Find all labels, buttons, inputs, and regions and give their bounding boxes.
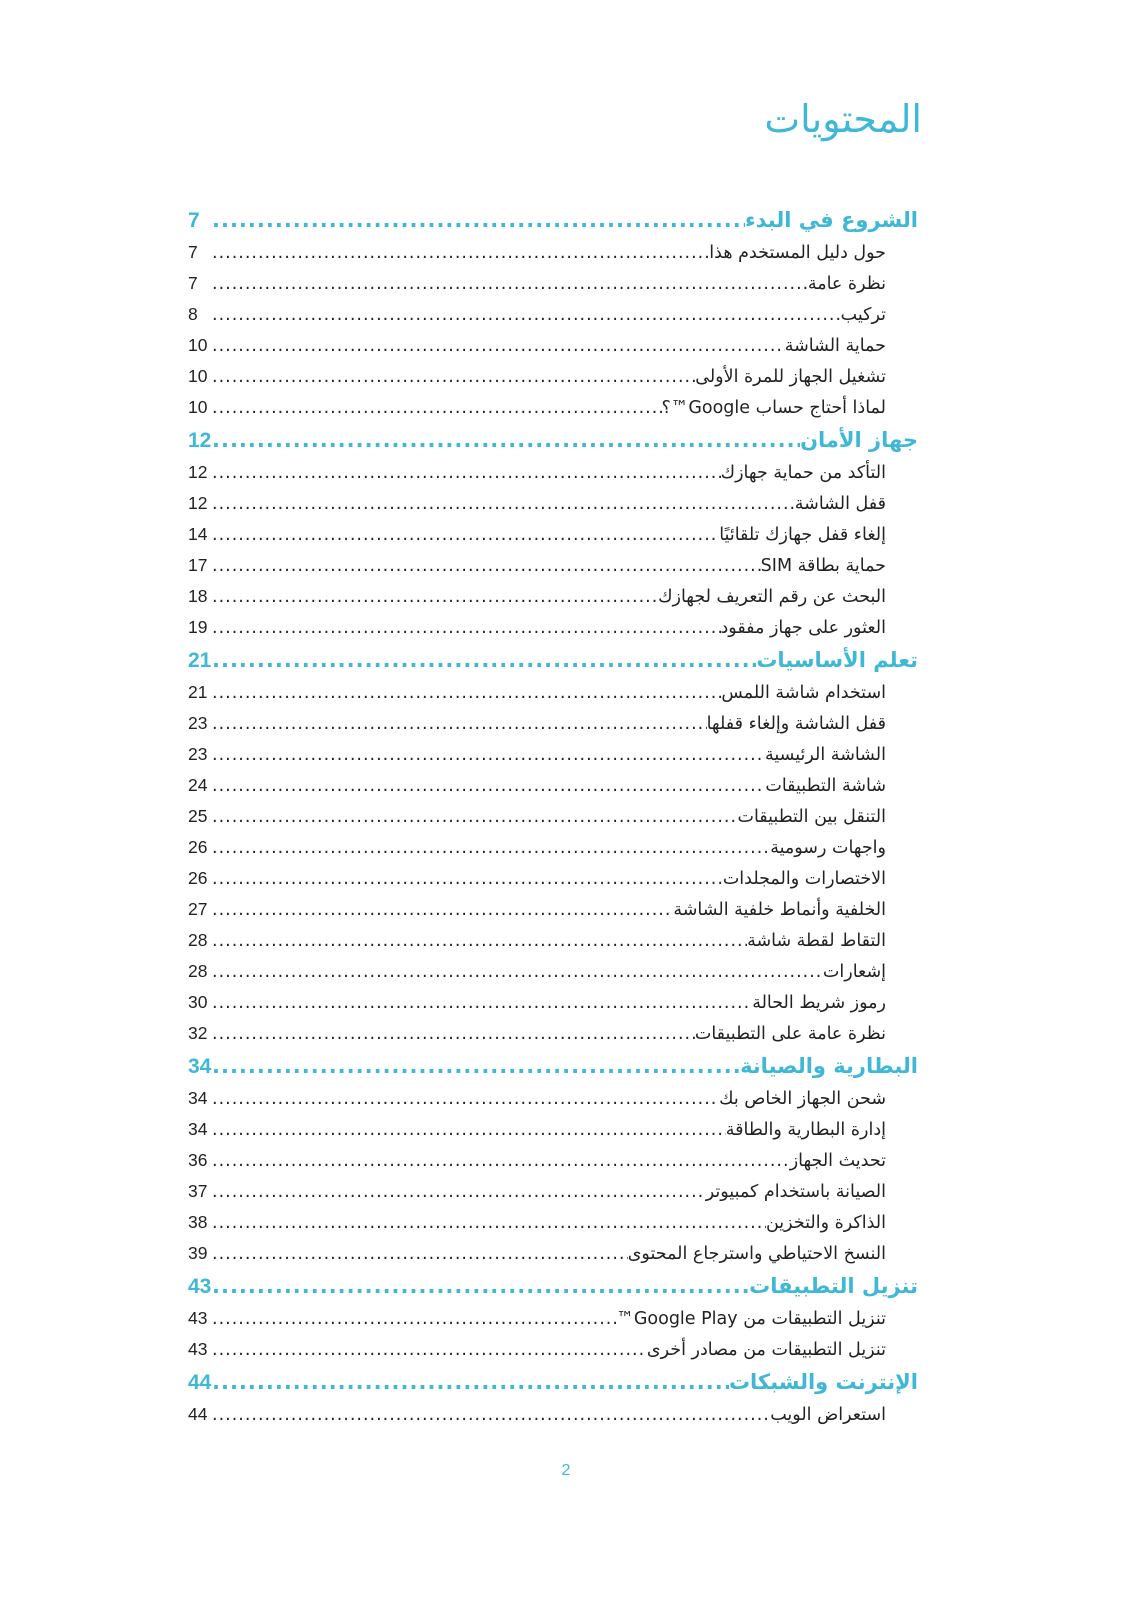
page-number: 2	[561, 1462, 571, 1479]
toc-entry-title: نظرة عامة	[807, 274, 886, 294]
toc-leader-dots	[212, 957, 823, 987]
toc-leader-dots	[212, 988, 752, 1018]
toc-entry-title: حول دليل المستخدم هذا	[709, 243, 886, 263]
toc-entry-title: تنزيل التطبيقات من مصادر أخرى	[646, 1340, 886, 1360]
toc-entry[interactable]	[188, 330, 918, 361]
toc-entry[interactable]	[188, 677, 918, 708]
toc-entry-title: الذاكرة والتخزين	[765, 1213, 886, 1233]
toc-section-title: الشروع في البدء	[744, 208, 918, 232]
toc-leader-dots	[212, 393, 662, 423]
toc-leader-dots	[212, 582, 658, 612]
toc-entry[interactable]	[188, 832, 918, 863]
toc-entry-title: إدارة البطارية والطاقة	[725, 1120, 886, 1140]
toc-section-heading[interactable]	[188, 1049, 918, 1083]
toc-leader-dots	[212, 1304, 616, 1334]
toc-section-page: 7	[188, 209, 200, 232]
toc-leader-dots	[212, 643, 756, 677]
toc-entry-page: 26	[188, 837, 208, 857]
toc-entry[interactable]	[188, 1018, 918, 1049]
toc-leader-dots	[212, 423, 800, 457]
toc-section-title: تنزيل التطبيقات	[749, 1274, 918, 1298]
toc-entry-title: تحديث الجهاز	[789, 1151, 886, 1171]
toc-entry-title: تنزيل التطبيقات من Google Play™	[616, 1309, 886, 1329]
toc-section-page: 34	[188, 1055, 212, 1078]
toc-leader-dots	[212, 1146, 790, 1176]
toc-entry-title: واجهات رسومية	[770, 838, 886, 858]
toc-entry-title: رموز شريط الحالة	[752, 993, 886, 1013]
toc-leader-dots	[212, 331, 785, 361]
toc-entry-title: البحث عن رقم التعريف لجهازك	[658, 587, 886, 607]
toc-entry-page: 23	[188, 713, 208, 733]
toc-entry-page: 10	[188, 335, 208, 355]
toc-entry-page: 28	[188, 930, 208, 950]
toc-entry[interactable]	[188, 863, 918, 894]
toc-leader-dots	[212, 1019, 695, 1049]
toc-entry-page: 12	[188, 462, 208, 482]
toc-entry-page: 10	[188, 397, 208, 417]
toc-entry[interactable]	[188, 581, 918, 612]
toc-entry-page: 32	[188, 1023, 208, 1043]
toc-entry-title: تركيب	[840, 305, 886, 325]
toc-entry-title: الاختصارات والمجلدات	[722, 869, 886, 889]
toc-leader-dots	[212, 613, 721, 643]
toc-entry-title: العثور على جهاز مفقود	[720, 618, 886, 638]
toc-entry-title: التأكد من حماية جهازك	[720, 463, 886, 483]
toc-section-heading[interactable]	[188, 1365, 918, 1399]
toc-entry[interactable]	[188, 1303, 918, 1334]
toc-entry-page: 8	[188, 304, 198, 324]
toc-leader-dots	[212, 1177, 706, 1207]
toc-entry[interactable]	[188, 550, 918, 581]
toc-leader-dots	[212, 300, 841, 330]
toc-entry[interactable]	[188, 1238, 918, 1269]
toc-entry[interactable]	[188, 612, 918, 643]
toc-entry-title: التقاط لقطة شاشة	[747, 931, 886, 951]
toc-leader-dots	[212, 1335, 647, 1365]
toc-leader-dots	[212, 802, 737, 832]
toc-entry[interactable]	[188, 237, 918, 268]
toc-entry-title: استعراض الويب	[770, 1405, 886, 1425]
toc-leader-dots	[212, 1365, 729, 1399]
toc-entry-title: الخلفية وأنماط خلفية الشاشة	[673, 900, 886, 920]
toc-entry[interactable]	[188, 268, 918, 299]
toc-section-page: 44	[188, 1371, 212, 1394]
toc-entry-title: لماذا أحتاج حساب Google™؟	[661, 398, 886, 418]
toc-entry-title: نظرة عامة على التطبيقات	[694, 1024, 886, 1044]
toc-entry-page: 38	[188, 1212, 208, 1232]
toc-section-title: جهاز الأمان	[800, 428, 918, 452]
toc-entry-page: 12	[188, 493, 208, 513]
toc-entry-page: 37	[188, 1181, 208, 1201]
toc-entry-title: حماية الشاشة	[784, 336, 886, 356]
toc-leader-dots	[212, 551, 761, 581]
toc-entry-page: 18	[188, 586, 208, 606]
toc-entry-page: 24	[188, 775, 208, 795]
toc-leader-dots	[212, 1084, 719, 1114]
toc-entry-page: 26	[188, 868, 208, 888]
toc-entry[interactable]	[188, 1334, 918, 1365]
toc-leader-dots	[212, 1115, 726, 1145]
toc-entry-title: النسخ الاحتياطي واسترجاع المحتوى	[627, 1244, 886, 1264]
toc-leader-dots	[212, 1269, 749, 1303]
toc-entry-page: 17	[188, 555, 208, 575]
toc-entry[interactable]	[188, 1176, 918, 1207]
toc-entry-page: 19	[188, 617, 208, 637]
toc-entry-page: 44	[188, 1404, 208, 1424]
toc-entry[interactable]	[188, 925, 918, 956]
toc-section-heading[interactable]	[188, 643, 918, 677]
toc-entry-page: 39	[188, 1243, 208, 1263]
toc-entry[interactable]	[188, 801, 918, 832]
toc-entry-page: 34	[188, 1119, 208, 1139]
toc-leader-dots	[212, 1049, 740, 1083]
toc-entry-page: 28	[188, 961, 208, 981]
toc-leader-dots	[212, 926, 747, 956]
toc-section-title: الإنترنت والشبكات	[728, 1370, 918, 1394]
toc-section-title: تعلم الأساسيات	[756, 648, 918, 672]
toc-entry-page: 14	[188, 524, 208, 544]
toc-section-page: 21	[188, 649, 212, 672]
toc-section-heading[interactable]	[188, 203, 918, 237]
toc-entry[interactable]	[188, 987, 918, 1018]
toc-leader-dots	[212, 1400, 770, 1430]
toc-entry-page: 34	[188, 1088, 208, 1108]
toc-entry-page: 21	[188, 682, 208, 702]
toc-entry-page: 10	[188, 366, 208, 386]
toc-entry[interactable]	[188, 519, 918, 550]
toc-entry-title: استخدام شاشة اللمس	[721, 683, 886, 703]
toc-leader-dots	[212, 895, 673, 925]
toc-section-heading[interactable]	[188, 1269, 918, 1303]
toc-leader-dots	[212, 864, 723, 894]
toc-leader-dots	[212, 678, 721, 708]
toc-section-page: 12	[188, 429, 212, 452]
toc-leader-dots	[212, 740, 765, 770]
toc-entry[interactable]	[188, 894, 918, 925]
toc-entry-title: إشعارات	[822, 962, 886, 982]
toc-section-heading[interactable]	[188, 423, 918, 457]
toc-entry-page: 23	[188, 744, 208, 764]
toc-entry-title: التنقل بين التطبيقات	[737, 807, 886, 827]
toc-entry-page: 36	[188, 1150, 208, 1170]
toc-entry[interactable]	[188, 299, 918, 330]
toc-leader-dots	[212, 203, 745, 237]
toc-entry[interactable]	[188, 457, 918, 488]
toc-leader-dots	[212, 269, 808, 299]
toc-entry-title: إلغاء قفل جهازك تلقائيًا	[719, 525, 886, 545]
toc-entry-title: الصيانة باستخدام كمبيوتر	[705, 1182, 886, 1202]
toc-entry[interactable]	[188, 708, 918, 739]
page-title: المحتويات	[764, 97, 922, 141]
toc-entry-page: 7	[188, 273, 198, 293]
toc-leader-dots	[212, 1239, 628, 1269]
toc-section-title: البطارية والصيانة	[740, 1054, 918, 1078]
toc-entry-page: 43	[188, 1339, 208, 1359]
toc-entry-title: شاشة التطبيقات	[765, 776, 886, 796]
toc-entry-title: الشاشة الرئيسية	[764, 745, 886, 765]
toc-entry-title: شحن الجهاز الخاص بك	[719, 1089, 886, 1109]
toc-leader-dots	[212, 458, 721, 488]
toc-leader-dots	[212, 520, 719, 550]
toc-leader-dots	[212, 489, 795, 519]
toc-entry[interactable]	[188, 739, 918, 770]
toc-leader-dots	[212, 771, 765, 801]
toc-entry[interactable]	[188, 1114, 918, 1145]
toc-entry[interactable]	[188, 1083, 918, 1114]
toc-entry[interactable]	[188, 770, 918, 801]
toc-entry-page: 7	[188, 242, 198, 262]
toc-entry-title: حماية بطاقة SIM	[760, 556, 886, 576]
toc-leader-dots	[212, 1208, 766, 1238]
toc-entry-title: تشغيل الجهاز للمرة الأولى	[695, 367, 886, 387]
toc-entry-title: قفل الشاشة	[794, 494, 886, 514]
toc-leader-dots	[212, 833, 770, 863]
toc-entry-page: 30	[188, 992, 208, 1012]
toc-entry-title: قفل الشاشة وإلغاء قفلها	[706, 714, 886, 734]
table-of-contents	[188, 203, 918, 1430]
toc-entry[interactable]	[188, 392, 918, 423]
toc-leader-dots	[212, 238, 709, 268]
toc-entry[interactable]	[188, 1399, 918, 1430]
toc-entry-page: 25	[188, 806, 208, 826]
toc-entry[interactable]	[188, 956, 918, 987]
toc-leader-dots	[212, 362, 695, 392]
toc-section-page: 43	[188, 1275, 212, 1298]
toc-leader-dots	[212, 709, 707, 739]
toc-entry-page: 27	[188, 899, 208, 919]
toc-entry[interactable]	[188, 361, 918, 392]
toc-entry[interactable]	[188, 1207, 918, 1238]
toc-entry[interactable]	[188, 1145, 918, 1176]
toc-entry-page: 43	[188, 1308, 208, 1328]
toc-entry[interactable]	[188, 488, 918, 519]
